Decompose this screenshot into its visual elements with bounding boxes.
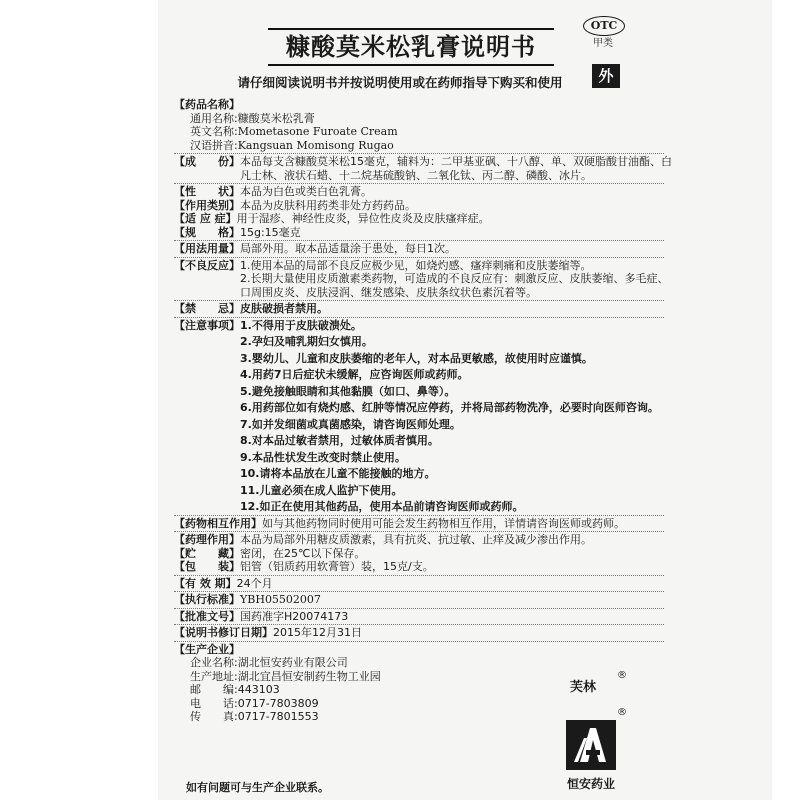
section-drug-name — [174, 98, 674, 112]
package-label: 【包 装】 — [174, 560, 240, 573]
pinyin-name-label: 汉语拼音: — [190, 138, 238, 152]
company-logo — [566, 720, 616, 770]
notes-item: 10.请将本品放在儿童不能接触的地方。 — [240, 467, 436, 480]
otc-badge: OTC — [583, 16, 625, 36]
manufacturer-name-row — [174, 656, 674, 670]
storage-label: 【贮 藏】 — [174, 546, 240, 560]
manufacturer-label: 【生产企业】 — [174, 642, 240, 656]
notes-item: 2.孕妇及哺乳期妇女慎用。 — [240, 335, 373, 348]
otc-class-label: 甲类 — [593, 38, 613, 49]
divider — [174, 575, 664, 576]
adverse-label: 【不良反应】 — [174, 258, 240, 272]
leaflet-body — [174, 98, 674, 724]
indications-label: 【适 应 症】 — [174, 212, 237, 225]
divider — [174, 240, 664, 241]
registered-mark: ® — [617, 670, 627, 681]
english-name-value: Mometasone Furoate Cream — [237, 125, 398, 138]
revision-label: 【说明书修订日期】 — [174, 626, 273, 639]
pharmacology-label: 【药理作用】 — [174, 533, 240, 546]
section-storage — [174, 547, 674, 561]
notes-item: 12.如正在使用其他药品，使用本品前请咨询医师或药师。 — [240, 500, 524, 513]
section-approval — [174, 610, 674, 624]
divider — [174, 624, 664, 625]
section-contra — [174, 302, 674, 316]
notes-item: 5.避免接触眼睛和其他黏膜（如口、鼻等）。 — [240, 384, 456, 398]
section-category — [174, 199, 674, 213]
divider — [174, 153, 664, 154]
generic-name-value: 糠酸莫米松乳膏 — [237, 111, 315, 125]
composition-text: 本品每支含糠酸莫米松15毫克，辅料为：二甲基亚砜、十八醇、单、双硬脂酸甘油酯、白凡士林、液状石蜡、十二烷基硫酸钠、二氧化钛、丙二醇、磷酸、冰片。 — [240, 155, 672, 182]
divider — [174, 317, 664, 318]
notes-item: 4.用药7日后症状未缓解，应咨询医师或药师。 — [240, 368, 469, 381]
adverse-item: 1.使用本品的局部不良反应极少见，如烧灼感、瘙痒刺痛和皮肤萎缩等。 — [240, 258, 592, 272]
title-rule-top — [268, 28, 554, 30]
notes-item: 11.儿童必须在成人监护下使用。 — [240, 483, 403, 497]
english-name-label: 英文名称: — [190, 125, 238, 138]
standard-text: YBH05502007 — [240, 593, 321, 606]
pharmacology-text: 本品为局部外用糖皮质激素，具有抗炎、抗过敏、止痒及减少渗出作用。 — [240, 533, 592, 546]
manufacturer-postcode-label: 邮 编: — [190, 683, 238, 696]
section-character — [174, 185, 674, 199]
manufacturer-phone-row — [174, 697, 674, 711]
revision-text: 2015年12月31日 — [273, 626, 362, 639]
divider — [174, 531, 664, 532]
manufacturer-fax-label: 传 真: — [190, 710, 238, 723]
character-label: 【性 状】 — [174, 185, 240, 198]
logo-a-icon — [566, 720, 616, 770]
notes-item: 9.本品性状发生改变时禁止使用。 — [240, 450, 406, 464]
manufacturer-name: 湖北恒安药业有限公司 — [237, 656, 348, 669]
generic-name-row — [174, 112, 674, 126]
registered-mark: ® — [617, 707, 627, 718]
category-text: 本品为皮肤科用药类非处方药药品。 — [240, 198, 416, 212]
divider — [174, 591, 664, 592]
notes-item: 6.用药部位如有烧灼感、红肿等情况应停药，并将局部药物洗净，必要时向医师咨询。 — [240, 401, 659, 414]
notes-item: 3.婴幼儿、儿童和皮肤萎缩的老年人，对本品更敏感，故使用时应谨慎。 — [240, 351, 593, 365]
divider — [174, 257, 664, 258]
storage-text: 密闭，在25℃以下保存。 — [240, 546, 366, 560]
section-notes — [174, 319, 674, 514]
brand-name: 芙林 — [570, 680, 597, 695]
usage-text: 局部外用。取本品适量涂于患处，每日1次。 — [240, 242, 456, 255]
character-text: 本品为白色或类白色乳膏。 — [240, 185, 372, 198]
section-pharmacology — [174, 533, 674, 547]
external-use-badge: 外 — [592, 64, 620, 88]
approval-label: 【批准文号】 — [174, 609, 240, 623]
adverse-list — [240, 259, 674, 300]
drug-name-label: 【药品名称】 — [174, 98, 240, 111]
contact-note: 如有问题可与生产企业联系。 — [186, 781, 329, 794]
manufacturer-postcode: 443103 — [237, 683, 280, 696]
spec-text: 15g:15毫克 — [240, 225, 301, 239]
validity-label: 【有 效 期】 — [174, 576, 237, 590]
usage-label: 【用法用量】 — [174, 242, 240, 255]
validity-text: 24个月 — [236, 576, 273, 590]
divider — [174, 515, 664, 516]
section-package — [174, 560, 674, 574]
manufacturer-postcode-row — [174, 683, 674, 697]
section-adverse — [174, 259, 674, 300]
notes-item: 8.对本品过敏者禁用，过敏体质者慎用。 — [240, 434, 439, 447]
divider — [174, 183, 664, 184]
notes-item: 7.如并发细菌或真菌感染，请咨询医师处理。 — [240, 417, 461, 431]
generic-name-label: 通用名称: — [190, 111, 238, 125]
section-usage — [174, 242, 674, 256]
divider — [174, 608, 664, 609]
leaflet-header — [0, 12, 800, 102]
adverse-item: 2.长期大量使用皮质激素类药物，可造成的不良反应有：刺激反应、皮肤萎缩、多毛症、口周围皮炎、皮肤浸润、继发感染、皮肤条纹状色素沉着等。 — [240, 272, 669, 299]
usage-advisory: 请仔细阅读说明书并按说明使用或在药师指导下购买和使用 — [237, 75, 563, 90]
section-spec — [174, 226, 674, 240]
standard-label: 【执行标准】 — [174, 593, 240, 606]
spec-label: 【规 格】 — [174, 225, 240, 239]
pinyin-name-value: Kangsuan Momisong Rugao — [237, 138, 394, 152]
manufacturer-name-label: 企业名称: — [190, 656, 238, 669]
page-title: 糠酸莫米松乳膏说明书 — [286, 33, 536, 61]
section-composition — [174, 155, 674, 182]
divider — [174, 300, 664, 301]
title-rule-bottom — [268, 64, 554, 66]
manufacturer-address-row — [174, 670, 674, 684]
approval-text: 国药准字H20074173 — [240, 609, 349, 623]
divider — [174, 641, 664, 642]
interactions-text: 如与其他药物同时使用可能会发生药物相互作用，详情请咨询医师或药师。 — [262, 516, 625, 530]
notes-item: 1.不得用于皮肤破溃处。 — [240, 318, 362, 332]
manufacturer-address-label: 生产地址: — [190, 669, 238, 683]
manufacturer-fax: 0717-7801553 — [237, 710, 319, 723]
indications-text: 用于湿疹、神经性皮炎，异位性皮炎及皮肤瘙痒症。 — [236, 212, 490, 225]
section-revision — [174, 626, 674, 640]
section-validity — [174, 577, 674, 591]
manufacturer-phone-label: 电 话: — [190, 696, 238, 710]
notes-label: 【注意事项】 — [174, 318, 240, 332]
contra-label: 【禁 忌】 — [174, 302, 240, 315]
interactions-label: 【药物相互作用】 — [174, 516, 262, 530]
manufacturer-address: 湖北宜昌恒安制药生物工业园 — [237, 669, 381, 683]
section-standard — [174, 593, 674, 607]
pinyin-name-row — [174, 139, 674, 153]
manufacturer-phone: 0717-7803809 — [237, 696, 319, 710]
composition-label: 【成 份】 — [174, 155, 240, 168]
company-short-name: 恒安药业 — [566, 777, 615, 791]
section-manufacturer — [174, 643, 674, 657]
section-indications — [174, 212, 674, 226]
category-label: 【作用类别】 — [174, 198, 240, 212]
contra-text: 皮肤破损者禁用。 — [240, 302, 328, 315]
notes-list — [240, 319, 674, 514]
section-interactions — [174, 517, 674, 531]
package-text: 铝管（铝质药用软膏管）装，15克/支。 — [240, 560, 434, 573]
english-name-row — [174, 125, 674, 139]
